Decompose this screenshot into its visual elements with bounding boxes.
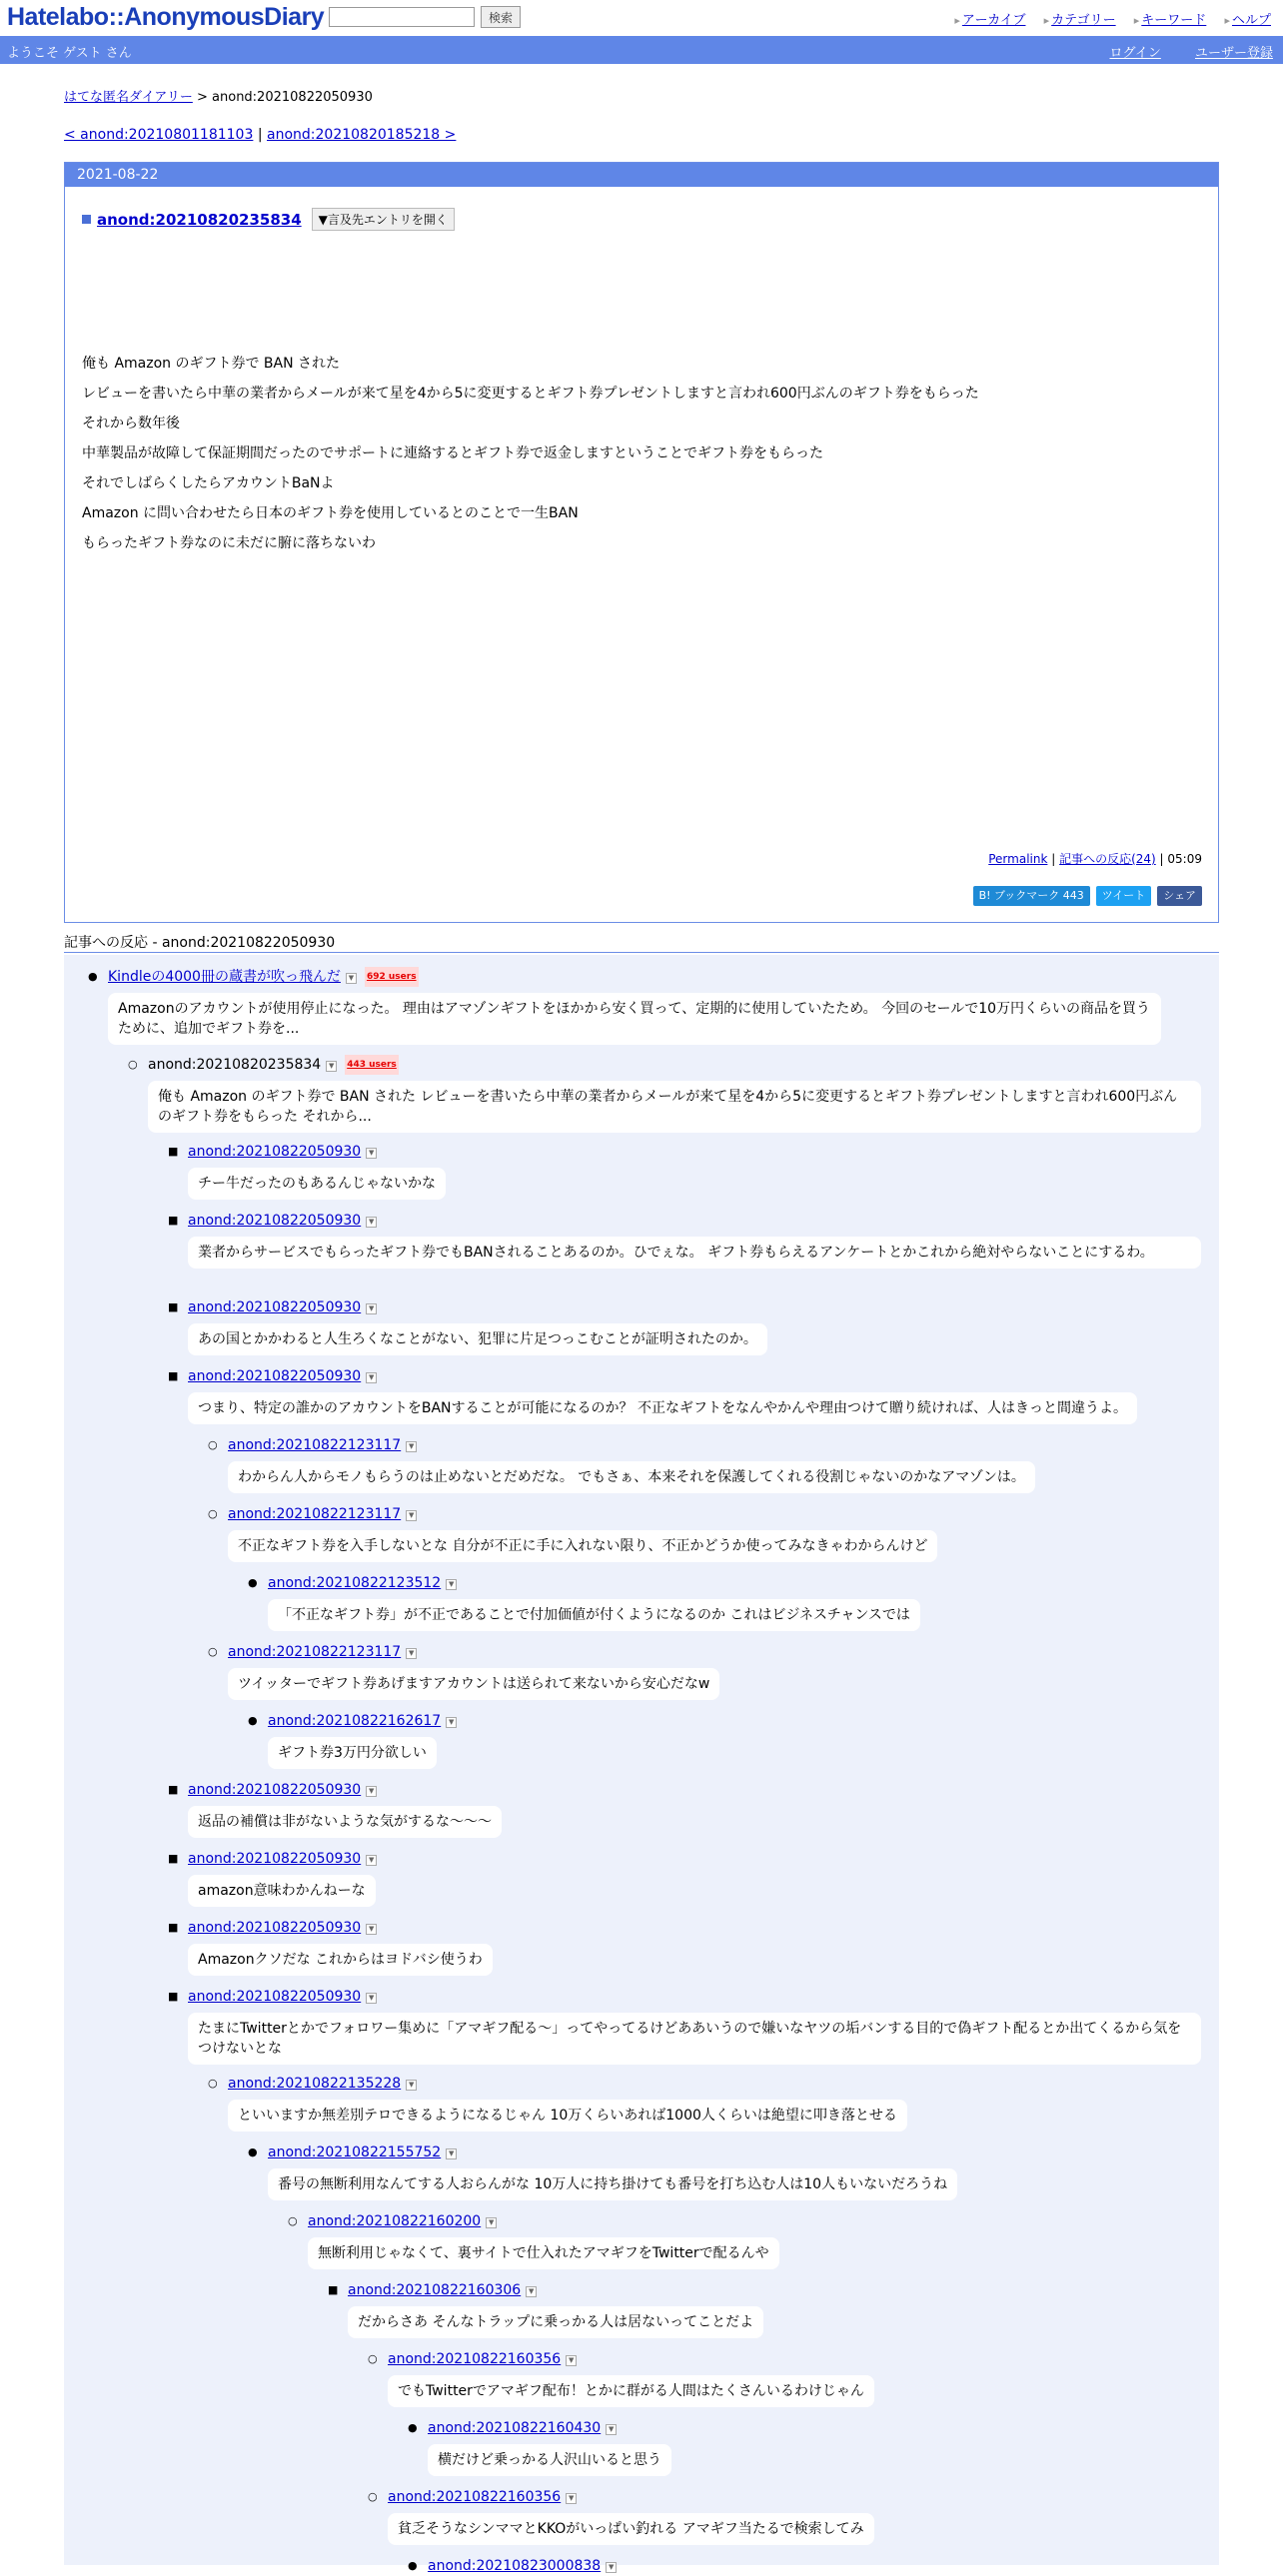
dropdown-toggle-icon[interactable]: ▼ [606,2424,617,2435]
reaction-excerpt: 俺も Amazon のギフト券で BAN された レビューを書いたら中華の業者からメールが来て星を4から5に変更するとギフト券プレゼントしますと言われ600円ぶんのギフト券をもらった それから... [148,1081,1201,1133]
dropdown-toggle-icon[interactable]: ▼ [366,1993,377,2004]
reaction-header [188,1918,493,1938]
reaction-excerpt: ツイッターでギフト券あげますアカウントは送られて来ないから安心だなw [228,1668,719,1700]
reaction-header [268,1573,920,1593]
search-input[interactable] [329,7,475,27]
bookmark-count-badge[interactable]: 443 users [345,1055,399,1075]
pager [64,127,456,143]
reaction-excerpt: わからん人からモノもらうのは止めないとだめだな。 でもさぁ、本来それを保護してくれる役割じゃないのかなアマゾンは。 [228,1461,1035,1493]
reaction-item [108,967,1161,1045]
reaction-excerpt: 番号の無断利用なんてする人おらんがな 10万人に持ち掛けても番号を打ち込む人は10人もいないだろうね [268,2168,957,2200]
reaction-header [188,1780,502,1800]
reaction-title-link[interactable]: anond:20210822160356 [388,2489,562,2505]
reaction-header [228,1435,1035,1455]
tweet-button[interactable]: ツイート [1096,886,1151,906]
reaction-item [228,1504,937,1562]
reaction-header [188,1849,377,1869]
list-bullet-icon: ● [248,1576,258,1589]
dropdown-toggle-icon[interactable]: ▼ [366,1855,377,1866]
nav-keyword-link[interactable]: ▸ キーワード [1134,13,1207,28]
section-square-icon [82,215,91,224]
bookmark-count-badge[interactable]: 692 users [365,967,419,987]
register-link[interactable]: ユーザー登録 [1194,46,1273,61]
reaction-title-link[interactable]: anond:20210822050930 [188,1920,362,1936]
reaction-header [308,2211,779,2231]
reactions-link[interactable]: 記事への反応(24) [1059,852,1156,866]
reaction-excerpt: amazon意味わかんねーな [188,1875,376,1907]
breadcrumb-separator: > [196,90,208,105]
reaction-header [428,2418,671,2438]
next-entry-link[interactable]: anond:20210820185218 > [267,127,457,143]
entry-line: もらったギフト券なのに未だに腑に落ちないわ [82,535,376,551]
dropdown-toggle-icon[interactable]: ▼ [406,1648,417,1659]
reaction-item [188,1297,767,1355]
reaction-excerpt: チー牛だったのもあるんじゃないかな [188,1168,446,1200]
reaction-excerpt: 不正なギフト券を入手しないとな 自分が不正に手に入れない限り、不正かどうか使ってみなきゃわからんけど [228,1530,937,1562]
reaction-title-link[interactable]: Kindleの4000冊の蔵書が吹っ飛んだ [108,969,341,985]
reaction-title-link: anond:20210820235834 [148,1057,322,1073]
reaction-title-link[interactable]: anond:20210823000838 [428,2558,602,2574]
reaction-header [228,1642,719,1662]
reaction-item [388,2487,874,2545]
reaction-excerpt: ギフト券3万円分欲しい [268,1737,437,1769]
reaction-item [188,1142,446,1200]
reaction-title-link[interactable]: anond:20210822160356 [388,2351,562,2367]
reaction-header [108,967,1161,987]
reaction-excerpt: あの国とかかわると人生ろくなことがない、犯罪に片足つっこむことが証明されたのか。 [188,1323,767,1355]
open-reference-button[interactable]: ▼言及先エントリを開く [312,208,455,231]
dropdown-toggle-icon[interactable]: ▼ [346,973,357,984]
prev-entry-link[interactable]: < anond:20210801181103 [64,127,254,143]
user-links [1079,42,1273,61]
reactions-divider [64,952,1219,953]
dropdown-toggle-icon[interactable]: ▼ [406,2080,417,2091]
reaction-title-link[interactable]: anond:20210822050930 [188,1782,362,1798]
list-bullet-icon: ■ [168,1783,179,1796]
list-bullet-icon: ■ [168,1990,179,2003]
reaction-header [388,2349,874,2369]
list-bullet-icon: ○ [208,1438,218,1451]
reaction-header [188,1366,1137,1386]
nav-category-link[interactable]: ▸ カテゴリー [1044,13,1116,28]
list-bullet-icon: ○ [208,1507,218,1520]
dropdown-toggle-icon[interactable]: ▼ [366,1786,377,1797]
reaction-excerpt: 返品の補償は非がないような気がするな～～～ [188,1806,502,1838]
dropdown-toggle-icon[interactable]: ▼ [366,1303,377,1314]
hatena-bookmark-button[interactable]: B! ブックマーク 443 [973,886,1090,906]
reaction-title-link[interactable]: anond:20210822155752 [268,2145,442,2160]
reaction-excerpt: 業者からサービスでもらったギフト券でもBANされることあるのか。ひでぇな。 ギフト券もらえるアンケートとかこれから絶対やらないことにするわ。 [188,1237,1201,1269]
entry-title-link[interactable]: anond:20210820235834 [97,211,302,229]
list-bullet-icon: ■ [168,1369,179,1382]
dropdown-toggle-icon[interactable]: ▼ [366,1924,377,1935]
list-bullet-icon: ● [408,2559,418,2572]
list-bullet-icon: ■ [168,1852,179,1865]
reaction-item [268,1711,457,1769]
list-bullet-icon: ■ [168,1145,179,1158]
reaction-item [308,2211,779,2269]
entry-line: Amazon に問い合わせたら日本のギフト券を使用しているとのことで一生BAN [82,505,579,521]
dropdown-toggle-icon[interactable]: ▼ [486,2217,497,2228]
reaction-item [188,1366,1137,1424]
breadcrumb [64,86,373,105]
reaction-header [188,1142,446,1162]
reaction-title-link[interactable]: anond:20210822135228 [228,2076,402,2092]
reaction-title-link[interactable]: anond:20210822123117 [228,1644,402,1660]
reaction-header [148,1055,1201,1075]
dropdown-toggle-icon[interactable]: ▼ [566,2493,577,2504]
dropdown-toggle-icon[interactable]: ▼ [446,1717,457,1728]
reaction-item [428,2556,617,2576]
reaction-item [348,2280,763,2338]
list-bullet-icon: ● [408,2421,418,2434]
reaction-title-link[interactable]: anond:20210822162617 [268,1713,442,1729]
reaction-header [348,2280,763,2300]
reaction-item [228,1435,1035,1493]
reaction-header [268,2143,957,2162]
reactions-tree [64,955,1219,2574]
list-bullet-icon: ○ [368,2352,378,2365]
list-bullet-icon: ■ [168,1300,179,1313]
reaction-header [228,2074,907,2094]
entry-body [82,349,979,558]
reaction-header [428,2556,617,2576]
reaction-title-link[interactable]: anond:20210822050930 [188,1299,362,1315]
dropdown-toggle-icon[interactable]: ▼ [526,2286,537,2297]
reaction-item [148,1055,1201,1133]
facebook-share-button[interactable]: シェア [1157,886,1202,906]
reaction-title-link[interactable]: anond:20210822050930 [188,1213,362,1229]
reaction-excerpt: だからさあ そんなトラップに乗っかる人は居ないってことだよ [348,2306,763,2338]
reaction-excerpt: たまにTwitterとかでフォロワー集めに「アマギフ配る～」ってやってるけどああいうので嫌いなヤツの垢バンする目的で偽ギフト配るとか出てくるから気をつけないとな [188,2013,1201,2065]
reaction-item [228,2074,907,2132]
permalink-link[interactable]: Permalink [988,852,1048,866]
reaction-header [388,2487,874,2507]
list-bullet-icon: ● [88,970,98,983]
nav-archive-link[interactable]: ▸ アーカイブ [954,13,1025,28]
reaction-title-link[interactable]: anond:20210822123512 [268,1575,442,1591]
reaction-title-link[interactable]: anond:20210822123117 [228,1437,402,1453]
top-bar [0,0,1283,36]
dropdown-toggle-icon[interactable]: ▼ [406,1510,417,1521]
reaction-title-link[interactable]: anond:20210822050930 [188,1851,362,1867]
reaction-item [188,1780,502,1838]
reaction-header [188,1211,1201,1231]
dropdown-toggle-icon[interactable]: ▼ [326,1061,337,1072]
entry-line: それから数年後 [82,416,180,431]
login-link[interactable]: ログイン [1109,46,1161,61]
reaction-excerpt: 横だけど乗っかる人沢山いると思う [428,2444,671,2476]
top-nav [940,9,1271,28]
list-bullet-icon: ○ [208,1645,218,1658]
list-bullet-icon: ○ [128,1058,138,1071]
reaction-item [268,1573,920,1631]
reaction-item [268,2143,957,2200]
entry-line: レビューを書いたら中華の業者からメールが来て星を4から5に変更するとギフト券プレゼントしますと言われ600円ぶんのギフト券をもらった [82,386,979,402]
dropdown-toggle-icon[interactable]: ▼ [446,1579,457,1590]
reaction-title-link[interactable]: anond:20210822123117 [228,1506,402,1522]
breadcrumb-root-link[interactable]: はてな匿名ダイアリー [64,90,193,105]
pager-separator: | [257,127,263,143]
list-bullet-icon: ■ [328,2283,339,2296]
breadcrumb-current: anond:20210822050930 [212,90,373,105]
reaction-header [268,1711,457,1731]
reaction-title-link[interactable]: anond:20210822160200 [308,2213,482,2229]
dropdown-toggle-icon[interactable]: ▼ [366,1372,377,1383]
reaction-item [428,2418,671,2476]
list-bullet-icon: ○ [208,2077,218,2090]
entry-line: それでしばらくしたらアカウントBaNよ [82,475,335,491]
entry-footer: Permalink | 記事への反応(24) | 05:09 [988,852,1202,866]
dropdown-toggle-icon[interactable]: ▼ [606,2562,617,2573]
dropdown-toggle-icon[interactable]: ▼ [366,1217,377,1228]
reaction-title-link[interactable]: anond:20210822050930 [188,1144,362,1160]
list-bullet-icon: ■ [168,1921,179,1934]
entry-date: 2021-08-22 [65,163,1218,187]
dropdown-toggle-icon[interactable]: ▼ [566,2355,577,2366]
reaction-title-link[interactable]: anond:20210822050930 [188,1368,362,1384]
dropdown-toggle-icon[interactable]: ▼ [406,1441,417,1452]
reaction-header [188,1987,1201,2007]
dropdown-toggle-icon[interactable]: ▼ [366,1148,377,1159]
reaction-header [188,1297,767,1317]
reactions-header: 記事への反応 - anond:20210822050930 [64,935,336,951]
welcome-text: ようこそ ゲスト さん [7,46,132,61]
reaction-item [188,1987,1201,2065]
nav-help-link[interactable]: ▸ ヘルプ [1224,13,1271,28]
reaction-title-link[interactable]: anond:20210822160430 [428,2420,602,2436]
reaction-excerpt: Amazonのアカウントが使用停止になった。 理由はアマゾンギフトをほかから安く買って、定期的に使用していたため。 今回のセールで10万円くらいの商品を買うために、追加でギフト券を... [108,993,1161,1045]
entry-box [64,162,1219,923]
reaction-excerpt: 無断利用じゃなくて、裏サイトで仕入れたアマギフをTwitterで配るんや [308,2237,779,2269]
reaction-title-link[interactable]: anond:20210822050930 [188,1989,362,2005]
reaction-excerpt: でもTwitterでアマギフ配布！とかに群がる人間はたくさんいるわけじゃん [388,2375,874,2407]
entry-line: 中華製品が故障して保証期間だったのでサポートに連絡するとギフト券で返金しますということでギフト券をもらった [82,445,823,461]
reaction-excerpt: つまり、特定の誰かのアカウントをBANすることが可能になるのか？ 不正なギフトをなんやかんや理由つけて贈り続ければ、人はきっと間違うよ。 [188,1392,1137,1424]
entry-time: 05:09 [1167,852,1202,866]
user-bar [0,36,1283,64]
entry-line: 俺も Amazon のギフト券で BAN された [82,356,341,372]
share-buttons [967,884,1202,906]
reaction-excerpt: 貧乏そうなシンママとKKOがいっぱい釣れる アマギフ当たるで検索してみ [388,2513,874,2545]
list-bullet-icon: ○ [288,2214,298,2227]
site-logo[interactable]: Hatelabo::AnonymousDiary [7,3,325,31]
list-bullet-icon: ● [248,1714,258,1727]
reaction-item [188,1211,1201,1269]
reaction-item [388,2349,874,2407]
reaction-excerpt: Amazonクソだな これからはヨドバシ使うわ [188,1944,493,1976]
reaction-item [188,1849,377,1907]
list-bullet-icon: ■ [168,1214,179,1227]
reaction-excerpt: といいますか無差別テロできるようになるじゃん 10万くらいあれば1000人くらいは絶望に叩き落とせる [228,2100,907,2132]
list-bullet-icon: ● [248,2146,258,2158]
search-button[interactable]: 検索 [481,6,521,28]
reaction-title-link[interactable]: anond:20210822160306 [348,2282,522,2298]
reaction-item [228,1642,719,1700]
entry-title [82,208,455,231]
reaction-item [188,1918,493,1976]
reaction-excerpt: 「不正なギフト券」が不正であることで付加価値が付くようになるのか これはビジネスチャンスでは [268,1599,920,1631]
reaction-header [228,1504,937,1524]
dropdown-toggle-icon[interactable]: ▼ [446,2148,457,2159]
list-bullet-icon: ○ [368,2490,378,2503]
